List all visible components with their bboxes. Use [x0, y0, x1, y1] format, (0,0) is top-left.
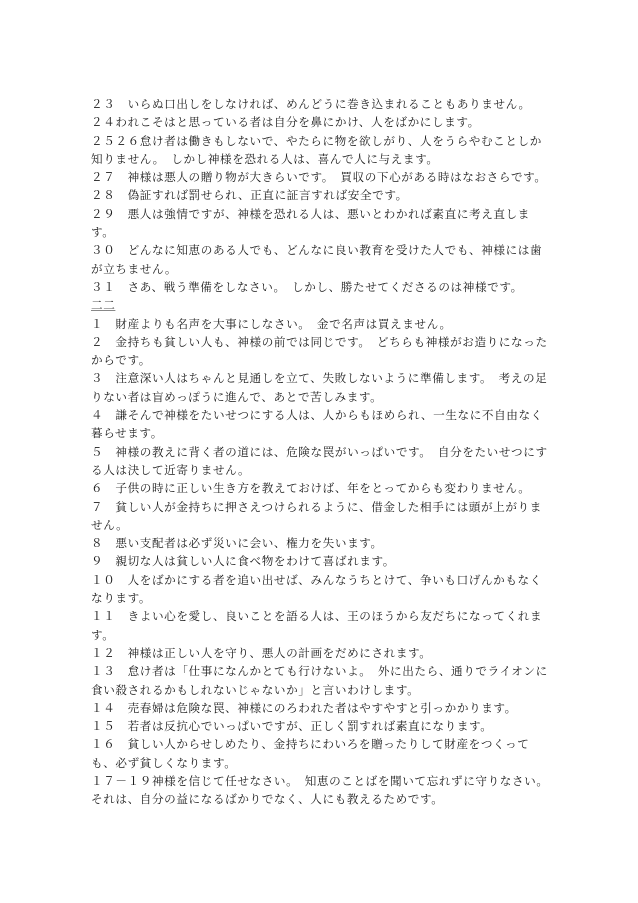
verse-paragraph: ２ 金持ちも貧しい人も、神様の前では同じです。 どちらも神様がお造りになったからです。	[91, 334, 548, 368]
verse-paragraph: ４ 謙そんで神様をたいせつにする人は、人からもほめられ、一生なに不自由なく暮らせます。	[91, 408, 543, 441]
verse-paragraph: １６ 貧しい人からせしめたり、金持ちにわいろを贈ったりして財産をつくっても、必ず貧しくなります。	[91, 737, 530, 770]
verse-paragraph: １ 財産よりも名声を大事にしなさい。 金で名声は買えません。	[91, 316, 452, 331]
verse-paragraph: ３０ どんなに知恵のある人でも、どんなに良い教育を受けた人でも、神様には歯が立ちません。	[91, 243, 543, 276]
verse-paragraph: １０ 人をばかにする者を追い出せば、みんなうちとけて、争いも口げんかもなくなります。	[91, 572, 542, 606]
section-heading: 二二	[91, 298, 116, 313]
verse-paragraph: ２９ 悪人は強情ですが、神様を恐れる人は、悪いとわかれば素直に考え直します。	[91, 206, 530, 240]
verse-paragraph: １７－１９神様を信じて任せなさい。 知恵のことばを聞いて忘れずに守りなさい。 それは、自分の益になるばかりでなく、人にも教えるためです。	[91, 773, 555, 807]
verse-paragraph: ３ 注意深い人はちゃんと見通しを立て、失敗しないように準備します。 考えの足りない者は盲めっぽうに進んで、あとで苦しみます。	[91, 371, 548, 404]
verse-paragraph: ２８ 偽証すれば罰せられ、正直に証言すれば安全です。	[91, 188, 408, 203]
verse-paragraph: ３１ さあ、戦う準備をしなさい。 しかし、勝たせてくださるのは神様です。	[91, 279, 523, 294]
verse-paragraph: １４ 売春婦は危険な罠、神様にのろわれた者はやすやすと引っかかります。	[91, 700, 517, 715]
verse-paragraph: ２３ いらぬ口出しをしなければ、めんどうに巻き込まれることもありません。	[91, 97, 531, 111]
verse-paragraph: ２７ 神様は悪人の贈り物が大きらいです。 買収の下心がある時はなおさらです。	[91, 170, 547, 185]
verse-paragraph: １５ 若者は反抗心でいっぱいですが、正しく罰すれば素直になります。	[91, 719, 493, 734]
verse-paragraph: １１ きよい心を愛し、良いことを語る人は、王のほうから友だちになってくれます。	[91, 609, 543, 642]
verse-paragraph: ６ 子供の時に正しい生き方を教えておけば、年をとってからも変わりません。	[91, 481, 531, 496]
document-body	[91, 95, 555, 809]
verse-paragraph: ８ 悪い支配者は必ず災いに会い、権力を失います。	[91, 536, 383, 551]
verse-paragraph: １２ 神様は正しい人を守り、悪人の計画をだめにされます。	[91, 645, 432, 660]
verse-paragraph: ５ 神様の教えに背く者の道には、危険な罠がいっぱいです。 自分をたいせつにする人は決して近寄りません。	[91, 444, 548, 477]
verse-paragraph: １３ 怠け者は「仕事になんかとても行けないよ。 外に出たら、通りでライオンに食い殺されるかもしれないじゃないか」と言いわけします。	[91, 664, 548, 697]
verse-paragraph: ９ 親切な人は貧しい人に食べ物をわけて喜ばれます。	[91, 554, 395, 569]
verse-paragraph: ７ 貧しい人が金持ちに押さえつけられるように、借金した相手には頭が上がりません。	[91, 499, 542, 532]
verse-paragraph: ２４われこそはと思っている者は自分を鼻にかけ、人をばかにします。	[91, 115, 480, 130]
verse-paragraph: ２５２６怠け者は働きもしないで、やたらに物を欲しがり、人をうらやむことしか知りません。 しかし神様を恐れる人は、喜んで人に与えます。	[91, 133, 542, 166]
